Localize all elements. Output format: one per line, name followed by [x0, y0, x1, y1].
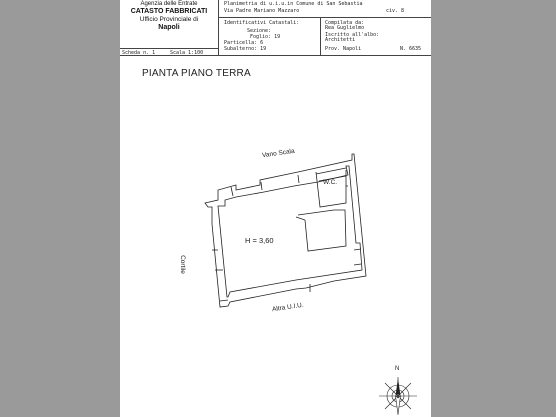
particella-field: Particella: 6: [224, 40, 264, 46]
agency-name: Agenzia delle Entrate: [140, 1, 198, 7]
compilatore-name: Rea Guglielmo: [325, 25, 365, 31]
scheda-number: Scheda n. 1: [122, 50, 156, 56]
compilata-label: Compilata da:: [325, 20, 365, 26]
catasto-title: CATASTO FABBRICATI: [130, 8, 208, 15]
albo-name: Architetti: [325, 37, 356, 43]
wc-label: W.C.: [323, 179, 338, 186]
foglio-field: Foglio: 19: [250, 34, 281, 40]
floor-plan-drawing: [120, 0, 431, 417]
cadastral-sheet: [120, 0, 431, 417]
sezione-field: Sezione:: [247, 28, 272, 34]
iscritto-label: Iscritto all'albo:: [325, 32, 380, 38]
plan-title: PIANTA PIANO TERRA: [142, 68, 251, 79]
inner-wall: [218, 166, 362, 297]
ufficio-label: Ufficio Provinciale di: [139, 16, 199, 23]
identificativi-title: Identificativi Catastali:: [224, 20, 300, 26]
numero-albo: N. 6635: [400, 46, 422, 52]
vano-scala-label: Vano Scala: [261, 147, 296, 160]
altra-uiu-label: Altra U.I.U.: [271, 301, 305, 314]
provincia-albo: Prov. Napoli: [325, 46, 362, 52]
north-label: N: [395, 366, 400, 372]
provincia-label: Napoli: [158, 24, 180, 31]
altezza-label: H = 3,60: [245, 236, 274, 245]
cortile-label: Cortile: [178, 255, 186, 274]
via-address: Via Padre Mariano Mazzaro: [224, 8, 300, 14]
subalterno-field: Subalterno: 19: [224, 46, 267, 52]
wc-partition: [316, 170, 346, 207]
civico: civ. 8: [386, 8, 405, 14]
room-partition: [298, 210, 346, 251]
planimetria-line: Planimetria di u.i.u.in Comune di San Sebastia: [224, 1, 363, 7]
scala-value: Scala 1:100: [170, 50, 204, 56]
